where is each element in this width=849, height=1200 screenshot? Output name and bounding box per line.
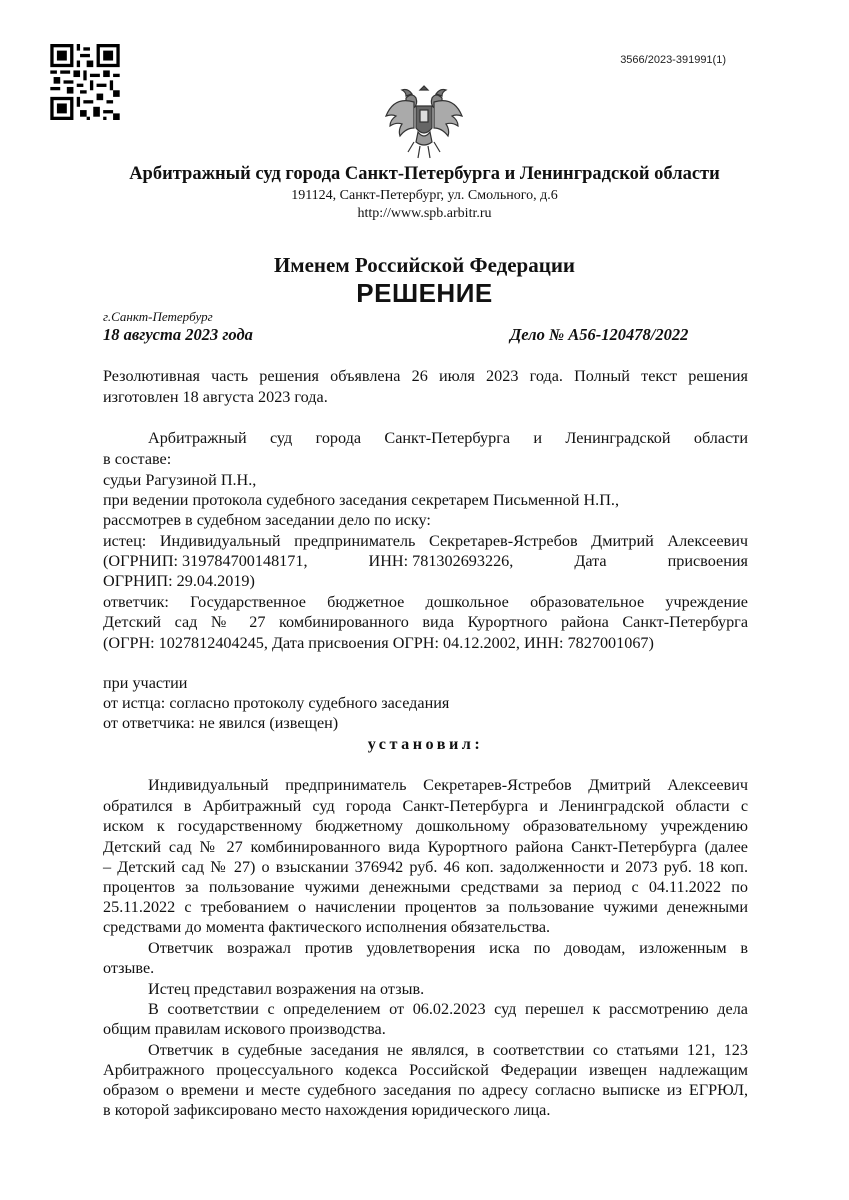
text-line: истец: Индивидуальный предприниматель Секретарев-Ястребов Дмитрий Алексеевич: [103, 532, 748, 550]
text-line: ОГРНИП: 29.04.2019): [103, 572, 255, 590]
text-line: Резолютивная часть решения объявлена 26 июля 2023 года. Полный текст решения: [103, 367, 748, 385]
heading-federation: Именем Российской Федерации: [273, 253, 576, 277]
case-number: Дело № А56-120478/2022: [510, 325, 689, 344]
text-line: от истца: согласно протоколу судебного заседания: [103, 694, 450, 712]
text-line: [103, 551, 748, 572]
text-line: процентов за пользование чужими денежными средствами за период с 04.11.2022 по: [103, 878, 748, 896]
text-line: отзыве.: [103, 959, 155, 977]
text-line: Детский сад № 27 комбинированного вида Курортного района Санкт-Петербурга: [103, 613, 748, 631]
heading-decision: РЕШЕНИЕ: [356, 278, 493, 308]
text-line: судьи Рагузиной П.Н.,: [103, 471, 257, 489]
text-line: обратился в Арбитражный суд города Санкт-Петербурга и Ленинградской области с: [103, 797, 748, 815]
text-line: Индивидуальный предприниматель Секретарев-Ястребов Дмитрий Алексеевич: [148, 776, 748, 794]
text-fragment: (ОГРНИП: 319784700148171,: [103, 552, 308, 570]
court-url: http://www.spb.arbitr.ru: [357, 206, 492, 221]
text-line: Ответчик возражал против удовлетворения иска по доводам, изложенным в: [148, 939, 748, 957]
text-line: образом о времени и месте судебного заседания по адресу согласно выписке из ЕГРЮЛ,: [103, 1081, 748, 1099]
text-line: средствами до момента фактического исполнения обязательства.: [103, 918, 551, 936]
text-line: (ОГРН: 1027812404245, Дата присвоения ОГРН: 04.12.2002, ИНН: 7827001067): [103, 634, 654, 652]
text-line: Арбитражный суд города Санкт-Петербурга и Ленинградской области: [148, 429, 748, 447]
court-name: Арбитражный суд города Санкт-Петербурга и Ленинградской области: [129, 164, 720, 184]
text-fragment: присвоения: [667, 552, 748, 570]
text-line: – Детский сад № 27) о взыскании 376942 руб. 46 коп. задолженности и 2073 руб. 18 коп.: [103, 858, 748, 876]
text-line: Арбитражного процессуального кодекса Российской Федерации извещен надлежащим: [103, 1061, 748, 1079]
text-line: Ответчик в судебные заседания не являлся, в соответствии со статьями 121, 123: [148, 1041, 748, 1059]
text-fragment: Дата: [574, 552, 607, 570]
text-line: в которой зафиксировано место нахождения юридического лица.: [103, 1101, 551, 1119]
text-line: при участии: [103, 674, 188, 692]
text-line: иском к государственному бюджетному дошкольному образовательному учреждению: [103, 817, 748, 835]
text-line: в составе:: [103, 450, 172, 468]
text-line: Детский сад № 27 комбинированного вида Курортного района Санкт-Петербурга (далее: [103, 838, 748, 856]
text-line: ответчик: Государственное бюджетное дошкольное образовательное учреждение: [103, 593, 748, 611]
text-line: от ответчика: не явился (извещен): [103, 714, 339, 732]
text-fragment: ИНН: 781302693226,: [368, 552, 514, 570]
court-address: 191124, Санкт-Петербург, ул. Смольного, д.6: [291, 188, 558, 203]
text-line: при ведении протокола судебного заседания секретарем Письменной Н.П.,: [103, 491, 620, 509]
text-line: В соответствии с определением от 06.02.2023 суд перешел к рассмотрению дела: [148, 1000, 748, 1018]
text-line: изготовлен 18 августа 2023 года.: [103, 388, 328, 406]
document-number: 3566/2023-391991(1): [620, 54, 726, 66]
qr-code-icon: [50, 44, 120, 120]
russian-coat-of-arms-icon: [384, 80, 464, 162]
text-line: рассмотрев в судебном заседании дело по иску:: [103, 511, 431, 529]
established-heading: установил:: [367, 735, 484, 753]
text-line: Истец представил возражения на отзыв.: [148, 980, 425, 998]
text-line: 25.11.2022 с требованием о начислении процентов за пользование чужими денежными: [103, 898, 748, 916]
text-line: общим правилам искового производства.: [103, 1020, 386, 1038]
decision-date: 18 августа 2023 года: [103, 325, 253, 344]
city: г.Санкт-Петербург: [103, 309, 213, 324]
